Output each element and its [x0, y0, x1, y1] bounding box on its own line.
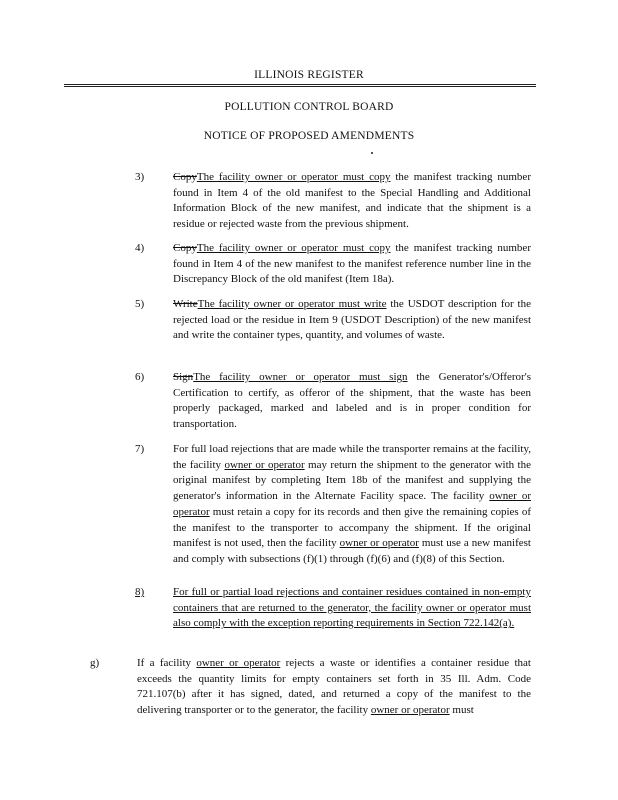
body-text: must retain a copy for its records and then give the remaining copies of the manifest to the transporter to accompany the shipment. If the original manifest is not used, then the facility: [173, 505, 531, 550]
inserted-text: The facility owner or operator must write: [197, 298, 387, 310]
section-label: g): [90, 657, 100, 669]
inserted-text: owner or operator: [173, 490, 531, 518]
inserted-text: owner or operator: [339, 537, 419, 550]
item-text: [173, 297, 531, 344]
inserted-text: owner or operator: [196, 657, 281, 669]
item-text: For full or partial load rejections and container residues contained in non-empty containers that are returned to the generator, the facility owner or operator must also comply with the exception reporting requirements in Section 722.142(a).: [173, 586, 531, 630]
inserted-text: The facility owner or operator must sign: [193, 371, 408, 383]
item-text: [173, 370, 531, 433]
deleted-text: Copy: [173, 171, 197, 183]
board-title: POLLUTION CONTROL BOARD: [224, 101, 394, 113]
inserted-text: owner or operator: [370, 704, 450, 717]
body-text: the manifest tracking number found in Item 4 of the new manifest to the manifest reference number line in the Discrepancy Block of the old manifest (Item 18a).: [173, 242, 531, 286]
body-text: must: [449, 704, 474, 717]
item-number: 5): [135, 298, 145, 310]
item-number: 4): [135, 242, 145, 254]
body-text: the Generator's/Offeror's Certification to certify, as offeror of the shipment, that the waste has been properly packaged, marked and labeled and is in proper condition for transportation.: [173, 371, 531, 431]
body-text: For full load rejections that are made while the transporter remains at the facility, the facility: [173, 443, 531, 471]
body-text: may return the shipment to the generator with the original manifest by completing Item 18b of the manifest and supplying the generator's information in the Alternate Facility space. The facility: [173, 458, 531, 503]
body-text: the manifest tracking number found in Item 4 of the old manifest to the Special Handling and Additional Information Block of the new manifest, and indicate that the shipment is a residue or rejected waste from the previous shipment.: [173, 171, 531, 231]
header-rule: [64, 84, 536, 85]
deleted-text: Copy: [173, 242, 197, 254]
header-rule-lower: [64, 86, 536, 87]
item-text: [173, 170, 531, 233]
section-text: [137, 656, 531, 719]
scan-speck: [371, 152, 373, 154]
item-number: 8): [135, 586, 145, 598]
item-number: 7): [135, 443, 145, 455]
body-text: the USDOT description for the rejected load or the residue in Item 9 (USDOT Description) of the new manifest and write the container types, quantity, and volumes of waste.: [173, 298, 531, 342]
deleted-text: Sign: [173, 371, 194, 383]
item-number: 3): [135, 171, 145, 183]
item-number: 6): [135, 371, 145, 383]
body-text: If a facility: [137, 657, 197, 669]
body-text: must use a new manifest and comply with subsections (f)(1) through (f)(6) and (f)(8) of this Section.: [173, 537, 531, 565]
body-text: rejects a waste or identifies a container residue that exceeds the quantity limits for empty containers set forth in 35 Ill. Adm. Code 721.107(b) after it has signed, dated, and returned a copy of the manifest to the delivering transporter or to the generator, the facility: [137, 657, 531, 717]
inserted-text: The facility owner or operator must copy: [196, 171, 391, 183]
inserted-text: The facility owner or operator must copy: [196, 242, 391, 254]
item-text: [173, 241, 531, 288]
deleted-text: Write: [173, 298, 198, 310]
register-title: ILLINOIS REGISTER: [254, 69, 364, 81]
item-text: [173, 442, 531, 568]
notice-title: NOTICE OF PROPOSED AMENDMENTS: [203, 130, 415, 142]
inserted-text: owner or operator: [224, 458, 305, 471]
